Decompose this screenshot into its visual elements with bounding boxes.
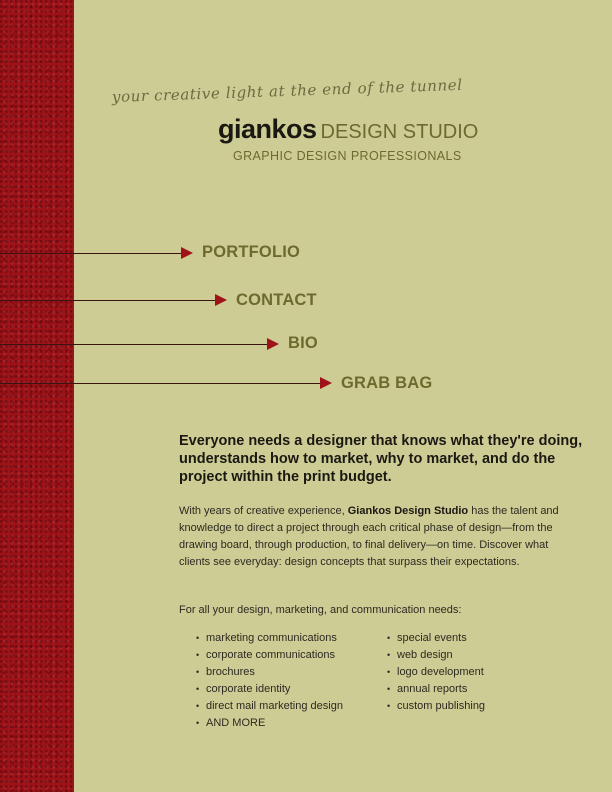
logo bbox=[218, 116, 478, 143]
service-item bbox=[196, 647, 343, 664]
services-list-left bbox=[196, 630, 343, 732]
service-item bbox=[387, 664, 485, 681]
service-label: brochures bbox=[206, 666, 255, 678]
bullet-icon: • bbox=[196, 650, 200, 660]
intro-text: With years of creative experience, bbox=[179, 505, 348, 517]
service-item bbox=[387, 698, 485, 715]
arrow-right-icon bbox=[181, 247, 193, 259]
service-item bbox=[196, 664, 343, 681]
arrow-right-icon bbox=[267, 338, 279, 350]
service-label: logo development bbox=[397, 666, 484, 678]
bullet-icon: • bbox=[196, 701, 200, 711]
bullet-icon: • bbox=[387, 684, 391, 694]
nav-bio-link[interactable]: BIO bbox=[288, 334, 318, 352]
service-label: custom publishing bbox=[397, 700, 486, 712]
nav-line-grab-bag bbox=[0, 383, 321, 384]
nav-line-bio bbox=[0, 344, 268, 345]
service-label: AND MORE bbox=[206, 717, 266, 729]
service-label: web design bbox=[397, 649, 453, 661]
bullet-icon: • bbox=[196, 718, 200, 728]
service-label: annual reports bbox=[397, 683, 468, 695]
arrow-right-icon bbox=[320, 377, 332, 389]
nav-line-portfolio bbox=[0, 253, 182, 254]
intro-text: has the talent and knowledge to direct a project through each critical phase of design—from the drawing board, through production, to final delivery—on time. Discover what clients see everyday: design concepts that surpass their expectations. bbox=[179, 505, 559, 568]
service-item bbox=[196, 630, 343, 647]
service-label: corporate communications bbox=[206, 649, 336, 661]
brand-name: giankos bbox=[218, 114, 317, 144]
service-item bbox=[196, 698, 343, 715]
nav-portfolio-link[interactable]: PORTFOLIO bbox=[202, 243, 301, 261]
service-item bbox=[387, 630, 485, 647]
headline: Everyone needs a designer that knows what they're doing, understands how to market, why to market, and do the project within the print budget. bbox=[179, 433, 583, 485]
company-name: Giankos Design Studio bbox=[347, 505, 469, 517]
services-list-right bbox=[387, 630, 485, 715]
service-item bbox=[387, 681, 485, 698]
nav-grab-bag-link[interactable]: GRAB BAG bbox=[341, 374, 433, 392]
intro-paragraph bbox=[179, 503, 579, 571]
service-label: corporate identity bbox=[206, 683, 291, 695]
bullet-icon: • bbox=[196, 684, 200, 694]
service-label: direct mail marketing design bbox=[206, 700, 343, 712]
service-label: marketing communications bbox=[206, 632, 337, 644]
brand-subtitle: GRAPHIC DESIGN PROFESSIONALS bbox=[233, 149, 462, 163]
bullet-icon: • bbox=[196, 667, 200, 677]
nav-contact-link[interactable]: CONTACT bbox=[236, 291, 317, 309]
brand-suffix: DESIGN STUDIO bbox=[320, 121, 479, 143]
tagline: your creative light at the end of the tunnel bbox=[111, 75, 463, 106]
services-heading: For all your design, marketing, and communication needs: bbox=[179, 604, 462, 616]
bullet-icon: • bbox=[387, 633, 391, 643]
service-label: special events bbox=[397, 632, 467, 644]
bullet-icon: • bbox=[387, 701, 391, 711]
bullet-icon: • bbox=[196, 633, 200, 643]
bullet-icon: • bbox=[387, 667, 391, 677]
arrow-right-icon bbox=[215, 294, 227, 306]
bullet-icon: • bbox=[387, 650, 391, 660]
service-item bbox=[196, 681, 343, 698]
red-sidebar bbox=[0, 0, 74, 792]
service-item bbox=[387, 647, 485, 664]
nav-line-contact bbox=[0, 300, 216, 301]
service-item bbox=[196, 715, 343, 732]
